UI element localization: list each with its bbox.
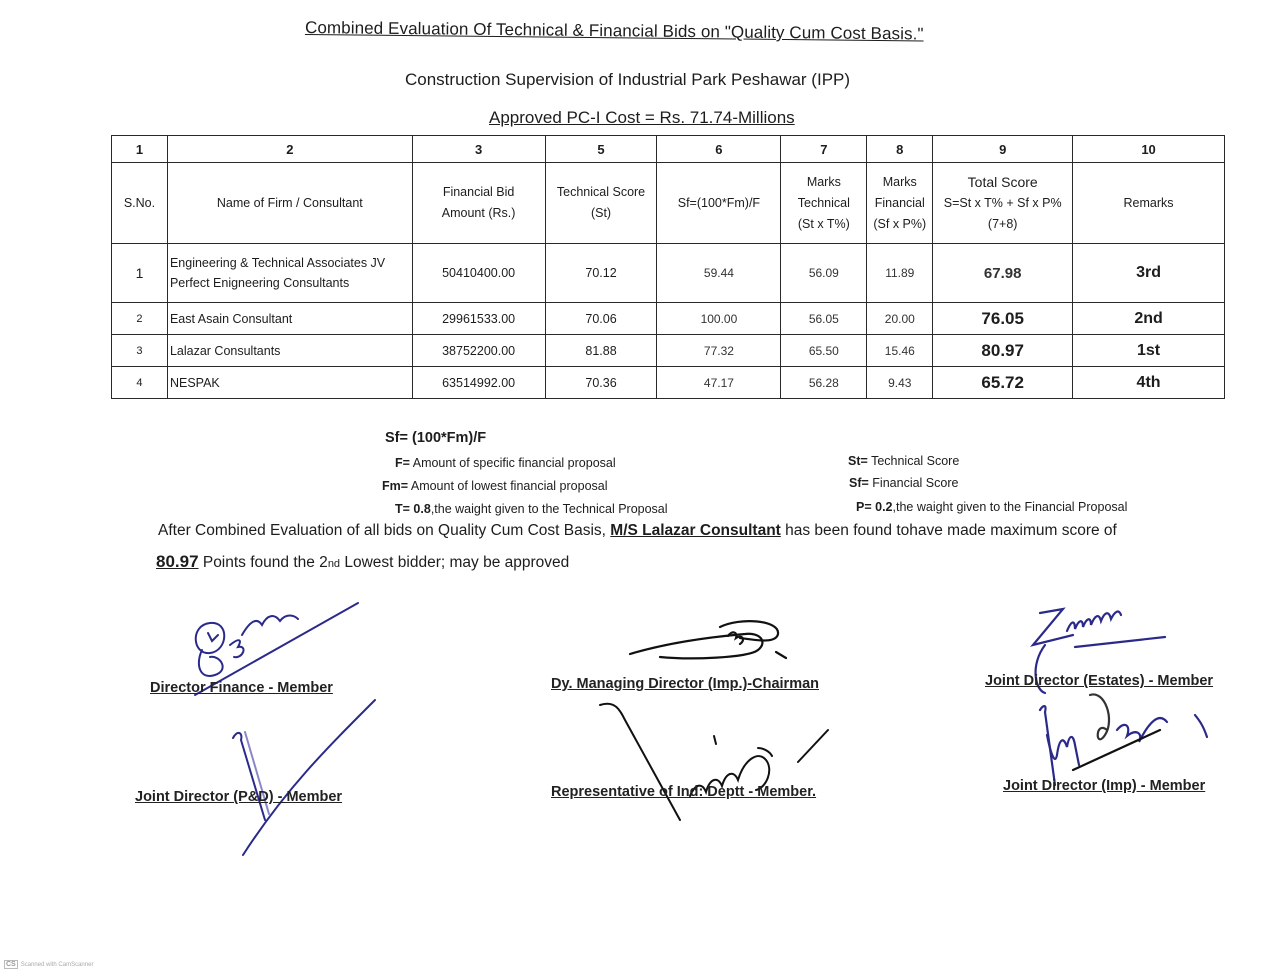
cell-sf: 47.17 <box>657 367 781 399</box>
table-row <box>112 244 1225 303</box>
legend-p <box>856 500 1127 514</box>
col-number: 3 <box>412 136 545 163</box>
firm-name-line: Perfect Enigneering Consultants <box>169 276 350 290</box>
signatory-director-finance: Director Finance - Member <box>150 680 333 696</box>
signature-stroke <box>798 730 828 762</box>
cell-marks-financial: 11.89 <box>867 244 933 303</box>
cell-technical-score: 70.36 <box>545 367 657 399</box>
conclusion-text: After Combined Evaluation of all bids on Quality Cum Cost Basis, <box>158 522 611 539</box>
signature-stroke <box>1033 609 1073 645</box>
legend-key: T= <box>395 502 410 516</box>
cell-technical-score: 70.06 <box>545 303 657 335</box>
signature-stroke <box>242 616 298 636</box>
signature-stroke <box>720 621 778 640</box>
signature-stroke <box>243 700 375 855</box>
col-number: 1 <box>112 136 168 163</box>
header-line: (St x T%) <box>797 216 850 231</box>
signatory-jd-estates: Joint Director (Estates) - Member <box>985 673 1214 689</box>
scanner-text: Scanned with CamScanner <box>20 962 94 968</box>
table-row <box>112 367 1225 399</box>
header-total-score <box>933 163 1073 244</box>
header-line: Marks <box>882 174 917 189</box>
header-line: Technical <box>797 195 850 210</box>
scanner-watermark <box>4 960 93 969</box>
header-line: Financial Bid <box>442 185 515 199</box>
signature-stroke <box>1090 694 1109 739</box>
legend-text: Financial Score <box>872 476 959 490</box>
legend-f <box>395 456 616 470</box>
signature-jd-pd <box>225 710 425 860</box>
cell-firm-name: East Asain Consultant <box>167 303 412 335</box>
legend-key: Fm= <box>382 479 409 493</box>
sf-formula: Sf= (100*Fm)/F <box>385 430 487 446</box>
cell-technical-score: 81.88 <box>545 335 657 367</box>
signature-dy-md <box>620 612 790 667</box>
cell-remark: 2nd <box>1073 303 1225 335</box>
header-line: (St) <box>590 206 612 220</box>
cell-sno: 1 <box>112 244 168 303</box>
signature-stroke <box>1040 706 1055 785</box>
col-number: 8 <box>867 136 933 163</box>
signature-stroke <box>208 633 218 641</box>
signatory-jd-imp: Joint Director (Imp) - Member <box>1003 778 1206 794</box>
legend-fm <box>382 479 608 493</box>
legend-key: F= <box>395 456 410 470</box>
cell-marks-technical: 56.09 <box>781 244 867 303</box>
cell-technical-score: 70.12 <box>545 244 657 303</box>
approved-cost: Approved PC-I Cost = Rs. 71.74-Millions <box>489 108 795 127</box>
cell-firm-name: NESPAK <box>167 367 412 399</box>
legend-value: 0.2 <box>875 500 893 514</box>
legend-text: Amount of specific financial proposal <box>412 456 616 470</box>
document-title: Combined Evaluation Of Technical & Financial Bids on "Quality Cum Cost Basis." <box>304 18 924 44</box>
cell-bid-amount: 38752200.00 <box>412 335 545 367</box>
cell-sf: 100.00 <box>657 303 781 335</box>
header-line: Total Score <box>967 173 1038 190</box>
legend-key: St= <box>848 454 868 468</box>
cell-firm-name: Lalazar Consultants <box>167 335 412 367</box>
cell-marks-technical: 56.05 <box>781 303 867 335</box>
signature-stroke <box>1073 730 1160 770</box>
signature-rep-ind <box>590 700 840 825</box>
legend-t <box>395 502 668 516</box>
camscanner-logo-icon: CS <box>6 961 16 968</box>
signature-stroke <box>776 652 786 658</box>
header-line: (Sf x P%) <box>873 216 927 231</box>
signatory-dy-md: Dy. Managing Director (Imp.)-Chairman <box>551 676 820 692</box>
project-subtitle: Construction Supervision of Industrial Park Peshawar (IPP) <box>405 70 851 89</box>
header-sf: Sf=(100*Fm)/F <box>657 163 781 244</box>
conclusion-ordinal: nd <box>327 558 341 570</box>
header-marks-technical <box>781 163 867 244</box>
cell-sno: 3 <box>112 335 168 367</box>
signatory-jd-pd: Joint Director (P&D) - Member <box>135 789 343 805</box>
header-row <box>112 163 1225 244</box>
bid-evaluation-table <box>111 135 1225 399</box>
signature-stroke <box>230 640 244 657</box>
col-number: 9 <box>933 136 1073 163</box>
cell-bid-amount: 50410400.00 <box>412 244 545 303</box>
signature-stroke <box>1195 715 1207 737</box>
legend-key: Sf= <box>849 476 869 490</box>
conclusion-text: Points found the 2 <box>198 554 328 571</box>
header-name: Name of Firm / Consultant <box>167 163 412 244</box>
legend-text: ,the waight given to the Financial Proposal <box>892 500 1128 514</box>
col-number: 5 <box>545 136 657 163</box>
legend-text: ,the waight given to the Technical Proposal <box>430 502 668 516</box>
legend-text: Technical Score <box>871 454 960 468</box>
legend-sf <box>849 476 958 490</box>
header-sno: S.No. <box>112 163 168 244</box>
col-number: 7 <box>781 136 867 163</box>
header-line: Marks <box>806 174 841 189</box>
legend-text: Amount of lowest financial proposal <box>410 479 608 493</box>
cell-remark: 3rd <box>1073 244 1225 303</box>
header-technical-score <box>545 163 657 244</box>
cell-bid-amount: 63514992.00 <box>412 367 545 399</box>
cell-remark: 1st <box>1073 335 1225 367</box>
cell-firm-name <box>167 244 412 303</box>
header-line: Technical Score <box>556 185 646 199</box>
cell-total-score: 67.98 <box>933 244 1073 303</box>
firm-name-line: Engineering & Technical Associates JV <box>169 256 386 270</box>
cell-sno: 4 <box>112 367 168 399</box>
header-line: Amount (Rs.) <box>441 206 516 220</box>
signature-stroke <box>1067 612 1121 631</box>
winning-score: 80.97 <box>156 552 199 571</box>
legend-key: P= <box>856 500 872 514</box>
cell-sno: 2 <box>112 303 168 335</box>
cell-marks-financial: 20.00 <box>867 303 933 335</box>
col-number: 10 <box>1073 136 1225 163</box>
winning-firm: M/S Lalazar Consultant <box>610 522 781 539</box>
cell-total-score: 80.97 <box>933 335 1073 367</box>
cell-bid-amount: 29961533.00 <box>412 303 545 335</box>
cell-sf: 77.32 <box>657 335 781 367</box>
cell-marks-financial: 15.46 <box>867 335 933 367</box>
conclusion-text: Lowest bidder; may be approved <box>340 554 570 571</box>
signatory-rep-ind: Representative of Ind: Deptt - Member. <box>551 784 817 800</box>
signature-stroke <box>758 748 772 756</box>
header-line: S=St x T% + Sf x P% <box>943 195 1062 210</box>
signature-stroke <box>600 704 680 820</box>
table-row <box>112 303 1225 335</box>
signature-stroke <box>714 736 716 744</box>
cell-sf: 59.44 <box>657 244 781 303</box>
signature-jd-imp <box>1035 690 1215 790</box>
col-number: 6 <box>657 136 781 163</box>
cell-remark: 4th <box>1073 367 1225 399</box>
cell-marks-technical: 65.50 <box>781 335 867 367</box>
header-line: Financial <box>874 195 925 210</box>
conclusion-line-1 <box>158 522 1117 540</box>
signature-stroke <box>1075 637 1165 647</box>
conclusion-text: has been found tohave made maximum score of <box>780 522 1117 539</box>
header-line: (7+8) <box>987 216 1018 231</box>
legend-value: 0.8 <box>413 502 431 516</box>
cell-marks-technical: 56.28 <box>781 367 867 399</box>
cell-marks-financial: 9.43 <box>867 367 933 399</box>
legend-st <box>848 454 959 468</box>
cell-total-score: 65.72 <box>933 367 1073 399</box>
header-financial-bid <box>412 163 545 244</box>
conclusion-line-2 <box>156 552 569 572</box>
header-remarks: Remarks <box>1073 163 1225 244</box>
col-number: 2 <box>167 136 412 163</box>
cell-total-score: 76.05 <box>933 303 1073 335</box>
column-number-row <box>112 136 1225 163</box>
header-marks-financial <box>867 163 933 244</box>
table-row <box>112 335 1225 367</box>
